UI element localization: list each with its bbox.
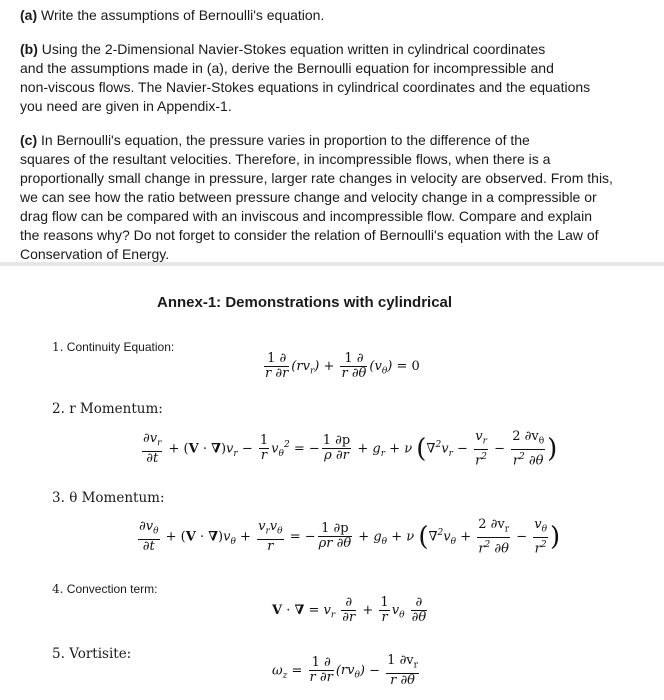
- item-number: 4.: [52, 582, 64, 596]
- question-c: [20, 131, 650, 264]
- continuity-equation: $\frac{1 \partial}{r \partial r}$ $(rv_r)$ + $\frac{1 \partial}{r \partial\theta}$ $(v_\theta) = 0$: [265, 351, 420, 381]
- item-number: 2.: [52, 401, 65, 417]
- item-label: Convection term:: [66, 582, 158, 596]
- item-number: 3.: [52, 490, 65, 506]
- question-c-line: we can see how the ratio between pressure change and velocity change in a compressible or: [20, 189, 597, 205]
- question-c-label: (c): [20, 132, 38, 148]
- question-a-label: (a): [20, 7, 38, 23]
- question-b-line: non-viscous flows. The Navier-Stokes equations in cylindrical coordinates and the equations: [20, 79, 591, 95]
- vortisite-equation: $\omega_z$ = $\frac{1 \partial}{r \partial r}$ $(rv_\theta)$ − $\frac{1 \partial v_r}{r \partial\theta}$: [272, 653, 418, 688]
- question-c-line: the reasons why? Do not forget to consider the relation of Bernoulli's equation with the Law of: [20, 227, 599, 243]
- question-c-line: drag flow can be compared with an inviscous and incompressible flow. Compare and explain: [20, 208, 592, 224]
- annex-item-r-momentum: [52, 401, 163, 417]
- question-c-line: squares of the resultant velocities. Therefore, in incompressible flows, when there is a: [20, 151, 551, 167]
- question-b-line: you need are given in Appendix-1.: [20, 98, 232, 114]
- question-c-line: Conservation of Energy.: [20, 246, 170, 262]
- question-b-line: Using the 2-Dimensional Navier-Stokes equation written in cylindrical coordinates: [41, 41, 546, 57]
- question-c-line: proportionally small change in pressure, larger rate changes in velocity are observed. From this,: [20, 170, 613, 186]
- item-number: 1.: [52, 340, 64, 354]
- item-label: θ Momentum:: [69, 490, 165, 506]
- question-c-line: In Bernoulli's equation, the pressure varies in proportion to the difference of the: [41, 132, 530, 148]
- item-number: 5.: [52, 646, 65, 662]
- section-divider: [0, 262, 664, 266]
- theta-momentum-equation: $\frac{\partial v_\theta}{\partial t}$ + $(V \cdot \nabla)v_\theta$ + $\frac{v_rv_\theta}{r}$ = − $\frac{1 \partial p}{\rho r \partial\theta}$ + $g_\theta + \nu$ ($\nabla^2v_\theta$ + $\frac{2 \partial v_r}{r^2 \partial\theta}$ − $\frac{v_\theta}{r^2}$ ): [139, 517, 561, 556]
- annex-item-continuity: [52, 340, 174, 354]
- item-label: Continuity Equation:: [66, 340, 175, 354]
- item-label: Vortisite:: [69, 646, 132, 662]
- question-a: [20, 6, 650, 25]
- annex-item-convection: [52, 582, 158, 596]
- annex-title: Annex-1: Demonstrations with cylindrical: [157, 294, 453, 311]
- item-label: r Momentum:: [69, 401, 163, 417]
- question-b-label: (b): [20, 41, 38, 57]
- r-momentum-equation: $\frac{\partial v_r}{\partial t}$ + $(V \cdot \nabla)v_r$ − $\frac{1}{r}$ $v_\theta^2$ = − $\frac{1 \partial p}{\rho \partial r}$ + $g_r + \nu$ ($\nabla^2v_r$ − $\frac{v_r}{r^2}$ − $\frac{2 \partial v_\theta}{r^2 \partial\theta}$ ): [143, 429, 558, 468]
- convection-term-equation: V · ∇ = $v_r$ $\frac{\partial}{\partial r}$ + $\frac{1}{r}$ $v_\theta$ $\frac{\partial}{\partial\theta}$: [272, 595, 427, 625]
- question-b: [20, 40, 650, 116]
- question-a-line: Write the assumptions of Bernoulli's equation.: [41, 7, 325, 23]
- annex-item-theta-momentum: [52, 490, 165, 506]
- annex-item-vortisite: [52, 646, 131, 662]
- question-b-line: and the assumptions made in (a), derive the Bernoulli equation for incompressible and: [20, 60, 554, 76]
